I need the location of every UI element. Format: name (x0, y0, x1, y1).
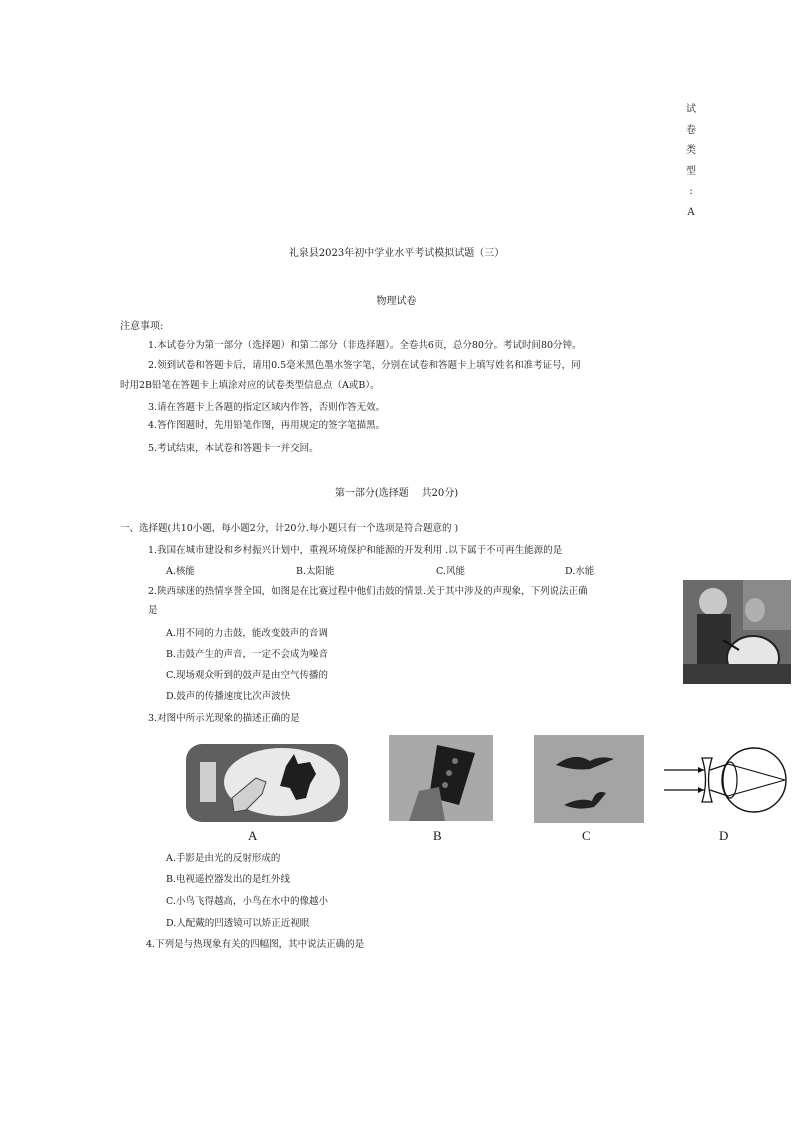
paper-type-char: : (689, 186, 693, 197)
subject-title: 物理试卷 (376, 296, 417, 307)
q3-option-b: B.电视遥控器发出的是红外线 (166, 874, 291, 885)
q3-option-d: D.人配戴的凹透镜可以矫正近视眼 (166, 918, 310, 929)
q1-option-a: A.核能 (166, 566, 195, 577)
figure-b-remote-control (389, 735, 493, 821)
question-2-stem-cont: 是 (148, 605, 158, 616)
figure-label-c: C (582, 828, 591, 843)
section1-heading: 一、选择题(共10小题，每小题2分，计20分.每小题只有一个选项是符合题意的 ) (120, 523, 459, 534)
question-3-stem: 3.对图中所示光现象的描述正确的是 (148, 713, 300, 724)
q3-option-c: C.小鸟飞得越高，小鸟在水中的像越小 (166, 896, 328, 907)
question-4-stem: 4.下列是与热现象有关的四幅图，其中说法正确的是 (146, 939, 365, 950)
notice-item: 3.请在答题卡上各题的指定区域内作答，否则作答无效。 (148, 402, 386, 413)
notice-item: 5.考试结束，本试卷和答题卡一并交回。 (148, 443, 319, 454)
question-2-stem: 2.陕西球迷的热情享誉全国，如图是在比赛过程中他们击鼓的情景.关于其中涉及的声现象，下列说法正确 (148, 586, 588, 597)
q1-option-c: C.风能 (436, 566, 465, 577)
paper-type-char: 卷 (686, 124, 696, 136)
notice-item: 2.领到试卷和答题卡后，请用0.5毫米黑色墨水签字笔，分别在试卷和答题卡上填写姓名和准考证号，同 (148, 360, 581, 371)
paper-type-label (684, 100, 698, 223)
q2-option-d: D.鼓声的传播速度比次声波快 (166, 691, 291, 702)
figure-label-d: D (719, 828, 729, 843)
figure-label-b: B (433, 828, 442, 843)
notice-item: 4.答作图题时，先用铅笔作图，再用规定的签字笔描黑。 (148, 420, 386, 431)
paper-type-char: 型 (686, 165, 696, 177)
figure-label-a: A (248, 828, 258, 843)
paper-type-char: A (687, 206, 695, 218)
paper-type-char: 类 (686, 145, 696, 156)
notice-item: 1.本试卷分为第一部分（选择题）和第二部分（非选择题）。全卷共6页，总分80分。考试时间80分钟。 (148, 340, 582, 351)
paper-type-char: 试 (686, 104, 696, 115)
part1-title: 第一部分(选择题 共20分) (334, 488, 459, 499)
q1-option-d: D.水能 (565, 566, 595, 577)
notice-item: 时用2B铅笔在答题卡上填涂对应的试卷类型信息点（A或B）。 (120, 380, 380, 391)
figure-c-bird-reflection (534, 735, 644, 823)
q2-option-b: B.击鼓产生的声音，一定不会成为噪音 (166, 649, 329, 660)
question-1-stem: 1.我国在城市建设和乡村振兴计划中，重视环境保护和能源的开发利用 .以下属于不可再生能源的是 (148, 545, 563, 556)
q3-option-a: A.手影是由光的反射形成的 (166, 853, 281, 864)
exam-title: 礼泉县2023年初中学业水平考试模拟试题（三） (288, 248, 505, 259)
figure-a-hand-shadow (186, 738, 348, 826)
drum-photo (683, 580, 791, 684)
q2-option-c: C.现场观众听到的鼓声是由空气传播的 (166, 670, 328, 681)
q1-option-b: B.太阳能 (296, 566, 335, 577)
figure-d-lens-eye-diagram (662, 738, 793, 818)
q2-option-a: A.用不同的力击鼓，能改变鼓声的音调 (166, 628, 328, 639)
notice-heading: 注意事项: (120, 321, 164, 332)
